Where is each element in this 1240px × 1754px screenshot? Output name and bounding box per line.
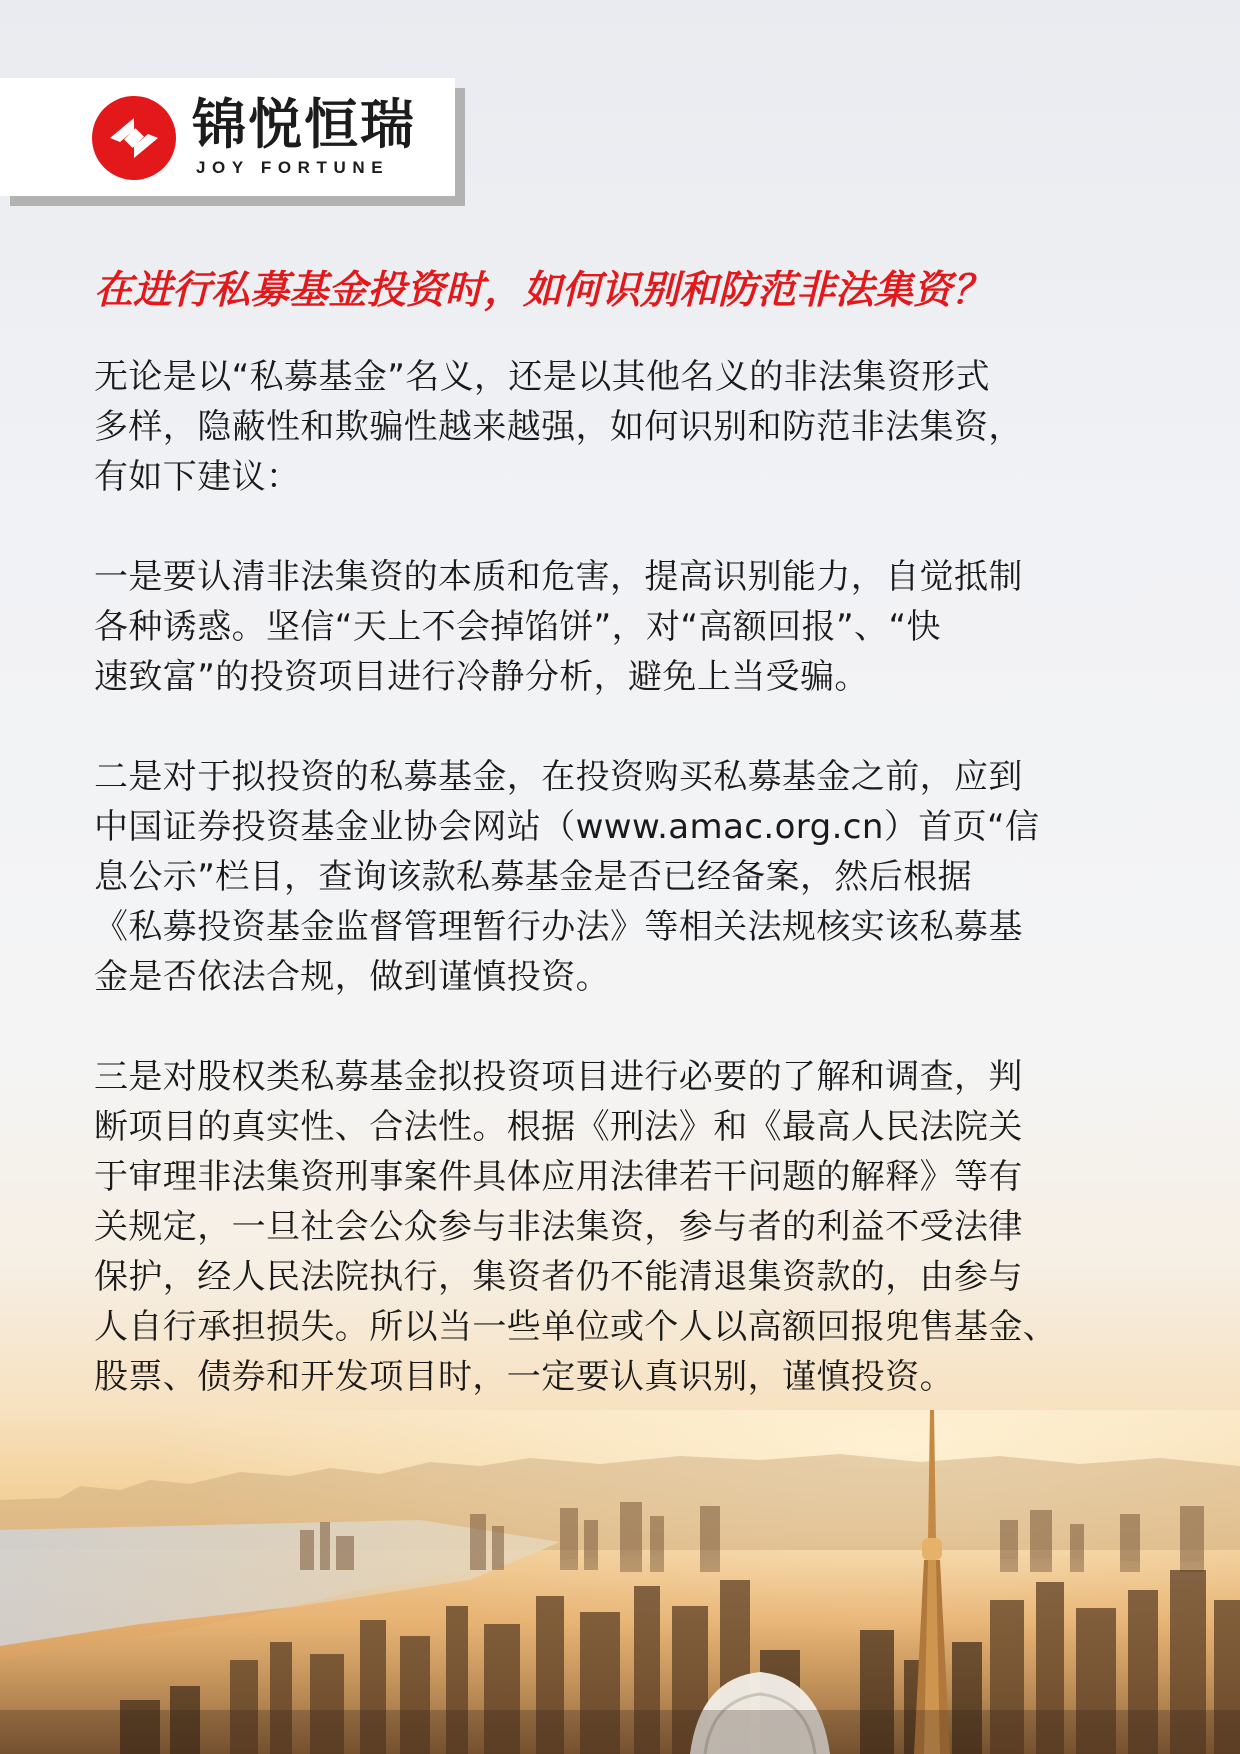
logo-banner [0, 78, 455, 196]
paragraph-point-three [94, 1052, 1174, 1402]
paragraph-point-two [94, 752, 1174, 1002]
text-line: 有如下建议： [94, 457, 301, 497]
text-line: 人自行承担损失。所以当一些单位或个人以高额回报兜售基金、 [94, 1307, 1058, 1347]
text-line: 三是对股权类私募基金拟投资项目进行必要的了解和调查，判 [94, 1057, 1023, 1097]
paragraph-intro [94, 352, 1174, 502]
text-line: 关规定，一旦社会公众参与非法集资，参与者的利益不受法律 [94, 1207, 1023, 1247]
text-line: 无论是以“私募基金”名义，还是以其他名义的非法集资形式 [94, 357, 991, 397]
paragraph-point-one [94, 552, 1174, 702]
text-line: 股票、债券和开发项目时，一定要认真识别，谨慎投资。 [94, 1357, 954, 1397]
text-line: 各种诱惑。坚信“天上不会掉馅饼”，对“高额回报”、“快 [94, 607, 941, 647]
joy-fortune-logo-icon [90, 94, 178, 182]
text-line: 速致富”的投资项目进行冷静分析，避免上当受骗。 [94, 657, 869, 697]
text-line: 《私募投资基金监督管理暂行办法》等相关法规核实该私募基 [94, 907, 1023, 947]
page-title: 在进行私募基金投资时，如何识别和防范非法集资？ [94, 268, 992, 313]
article-body [94, 352, 1174, 1452]
text-line: 息公示”栏目，查询该款私募基金是否已经备案，然后根据 [94, 857, 973, 897]
text-line: 一是要认清非法集资的本质和危害，提高识别能力，自觉抵制 [94, 557, 1023, 597]
text-line: 中国证券投资基金业协会网站（www.amac.org.cn）首页“信 [94, 807, 1040, 847]
text-line: 二是对于拟投资的私募基金，在投资购买私募基金之前，应到 [94, 757, 1023, 797]
text-line: 断项目的真实性、合法性。根据《刑法》和《最高人民法院关 [94, 1107, 1023, 1147]
brand-name-en: JOY FORTUNE [196, 158, 390, 177]
text-line: 金是否依法合规，做到谨慎投资。 [94, 957, 610, 997]
city-skyline-image [0, 1410, 1240, 1754]
brand-name-cn: 锦悦恒瑞 [192, 92, 416, 156]
text-line: 保护，经人民法院执行，集资者仍不能清退集资款的，由参与 [94, 1257, 1023, 1297]
text-line: 多样，隐蔽性和欺骗性越来越强，如何识别和防范非法集资， [94, 407, 1023, 447]
text-line: 于审理非法集资刑事案件具体应用法律若干问题的解释》等有 [94, 1157, 1023, 1197]
